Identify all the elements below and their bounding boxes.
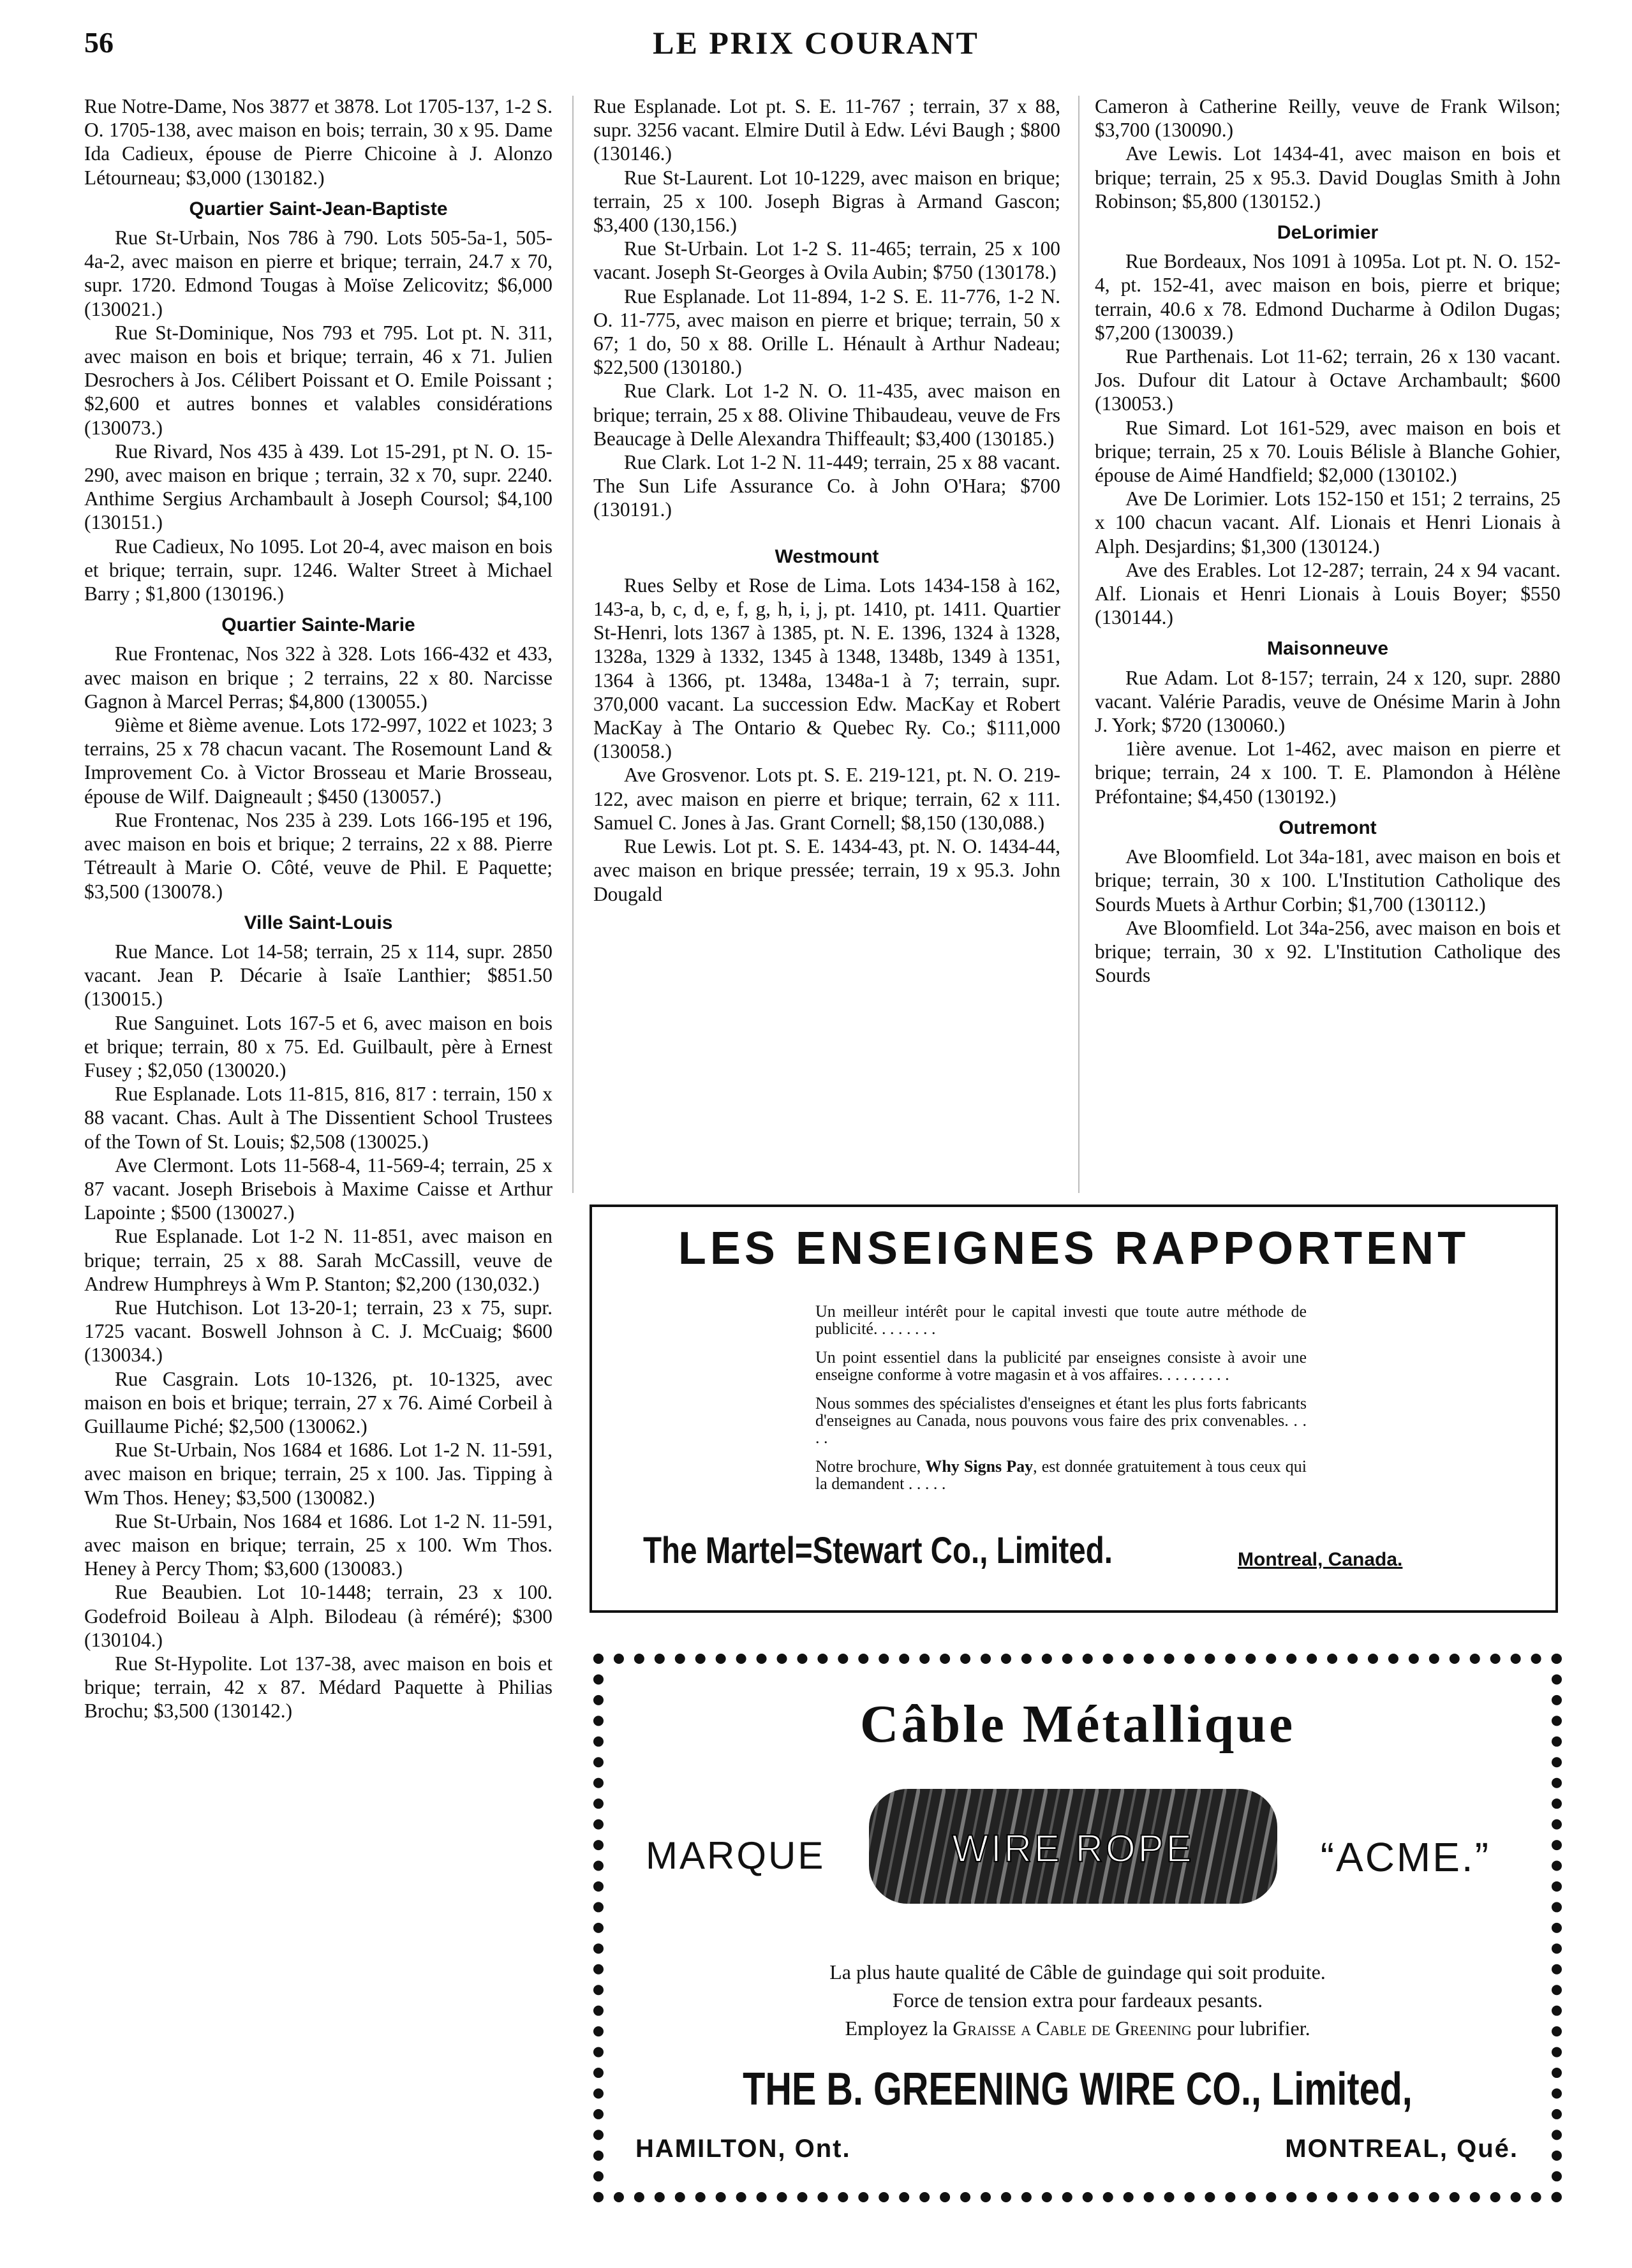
paragraph: Cameron à Catherine Reilly, veuve de Frank Wilson; $3,700 (130090.) [1095,95,1561,142]
section-heading: Quartier Sainte-Marie [221,614,415,636]
ad-city-left: HAMILTON, Ont. [635,2135,851,2163]
ad-paragraph: Nous sommes des spécialistes d'enseignes et étant les plus forts fabricants d'enseignes au Canada, nous pouvons vous faire des prix convenables. . . . . [815,1394,1307,1447]
paragraph: Rue Hutchison. Lot 13-20-1; terrain, 23 x 75, supr. 1725 vacant. Boswell Johnson à C. J. McCuaig; $600 (130034.) [84,1296,553,1367]
paragraph: Rue Sanguinet. Lots 167-5 et 6, avec maison en bois et brique; terrain, 80 x 75. Ed. Guilbault, père à Ernest Fusey ; $2,050 (130020.) [84,1011,553,1081]
ad-paragraph [815,1458,1307,1492]
brochure-title: Why Signs Pay [925,1457,1034,1476]
ad-city: Montreal, Canada. [1238,1549,1403,1570]
column-3 [1095,94,1561,987]
paragraph: Rue Casgrain. Lots 10-1326, pt. 10-1325, avec maison en bois et brique; terrain, 27 x 76. Aimé Corbeil à Guillaume Piché; $2,500 (130062.) [84,1367,553,1437]
paragraph: Rue Esplanade. Lot pt. S. E. 11-767 ; terrain, 37 x 88, supr. 3256 vacant. Elmire Dutil à Edw. Lévi Baugh ; $800 (130146.) [593,95,1060,165]
paragraph: Rue Clark. Lot 1-2 N. 11-449; terrain, 25 x 88 vacant. The Sun Life Assurance Co. à John O'Hara; $700 (130191.) [593,451,1060,521]
ad-text: , est donnée gratuitement à tous ceux qui la demandent . . . . . [815,1457,1307,1493]
column-divider [572,96,574,1193]
paragraph: Ave Grosvenor. Lots pt. S. E. 219-121, pt. N. O. 219-122, avec maison en pierre et brique; terrain, 62 x 111. Samuel C. Jones à Jas. Grant Cornell; $8,150 (130,088.) [593,764,1060,834]
paragraph: Rue Simard. Lot 161-529, avec maison en bois et brique; terrain, 25 x 70. Louis Bélisle à Blanche Gohier, épouse de Aimé Handfield; $2,000 (130102.) [1095,416,1561,487]
ad-brand: “ACME.” [1320,1834,1490,1880]
wire-rope-icon [869,1783,1277,1910]
paragraph: Rue Frontenac, Nos 235 à 239. Lots 166-195 et 196, avec maison en bois et brique; 2 terrains, 22 x 88. Pierre Tétreault à Marie O. Côté, veuve de Phil. E Paquette; $3,500 (130078.) [84,808,553,903]
ad-inner [614,1674,1541,2182]
column-divider [1078,96,1079,1193]
paragraph: 9ième et 8ième avenue. Lots 172-997, 1022 et 1023; 3 terrains, 25 x 78 chacun vacant. The Rosemount Land & Improvement Co. à Victor Brosseau et Marie Brosseau, épouse de Wilf. Daigneault ; $450 (130057.) [84,714,553,808]
ad-paragraph: Un point essentiel dans la publicité par enseignes consiste à avoir une enseigne conforme à votre magasin et à vos affaires. . . . . . . . . [815,1348,1307,1384]
section-heading: Maisonneuve [1266,638,1389,660]
paragraph: Ave des Erables. Lot 12-287; terrain, 24 x 94 vacant. Alf. Lionais et Henri Lionais à Louis Boyer; $550 (130144.) [1095,558,1561,629]
advertisement-signs [590,1204,1558,1613]
paragraph: Rue Lewis. Lot pt. S. E. 1434-43, pt. N. O. 1434-44, avec maison en brique pressée; terrain, 19 x 95.3. John Dougald [593,835,1060,905]
ad-body [815,1303,1307,1504]
section-heading: DeLorimier [1277,222,1379,244]
section-heading: Ville Saint-Louis [244,912,393,933]
section-heading: Quartier Saint-Jean-Baptiste [189,198,448,219]
paragraph: Rue Esplanade. Lot 1-2 N. 11-851, avec maison en brique; terrain, 25 x 88. Sarah McCassill, veuve de Andrew Humphreys à Wm P. Stanton; $2,200 (130,032.) [84,1225,553,1295]
paragraph: Rue Frontenac, Nos 322 à 328. Lots 166-432 et 433, avec maison en brique ; 2 terrains, 22 x 80. Narcisse Gagnon à Marcel Perras; $4,800 (130055.) [84,642,553,713]
paragraph: Rue Beaubien. Lot 10-1448; terrain, 23 x 100. Godefroid Boileau à Alph. Bilodeau (à réméré); $300 (130104.) [84,1581,553,1651]
paragraph: Ave Bloomfield. Lot 34a-256, avec maison en bois et brique; terrain, 30 x 92. L'Institution Catholique des Sourds [1095,916,1561,987]
ad-paragraph: Un meilleur intérêt pour le capital investi que toute autre méthode de publicité. . . . . . . . [815,1302,1307,1338]
paragraph: Rue St-Urbain. Lot 1-2 S. 11-465; terrain, 25 x 100 vacant. Joseph St-Georges à Ovila Aubin; $750 (130178.) [593,237,1060,284]
paragraph: Rue Cadieux, No 1095. Lot 20-4, avec maison en bois et brique; terrain, supr. 1246. Walter Street à Michael Barry ; $1,800 (130196.) [84,535,553,605]
column-2 [593,94,1060,906]
ad-text: pour lubrifier. [1191,2017,1310,2040]
section-heading: Westmount [775,545,879,567]
ad-lines [614,1958,1541,2042]
ad-city-right: MONTREAL, Qué. [1285,2135,1518,2163]
paragraph: Rue St-Hypolite. Lot 137-38, avec maison en bois et brique; terrain, 42 x 87. Médard Paquette à Philias Brochu; $3,500 (130142.) [84,1652,553,1723]
paragraph: Ave Clermont. Lots 11-568-4, 11-569-4; terrain, 25 x 87 vacant. Joseph Brisebois à Maxime Caisse et Arthur Lapointe ; $500 (130027.) [84,1153,553,1224]
ad-marque-label: MARQUE [646,1834,826,1877]
paragraph: Rue St-Laurent. Lot 10-1229, avec maison en brique; terrain, 25 x 100. Joseph Bigras à Armand Gascon; $3,400 (130,156.) [593,166,1060,237]
page-title: LE PRIX COURANT [653,25,979,61]
ad-company-name: THE B. GREENING WIRE CO., Limited, [743,2064,1413,2115]
ad-text: Graisse a Cable de Greening [953,2017,1192,2040]
paragraph: Ave De Lorimier. Lots 152-150 et 151; 2 terrains, 25 x 100 chacun vacant. Alf. Lionais et Henri Lionais à Alph. Desjardins; $1,300 (130124.) [1095,487,1561,558]
ad-title: Câble Métallique [859,1694,1296,1754]
ad-headline: LES ENSEIGNES RAPPORTENT [678,1223,1470,1274]
paragraph: Rue Clark. Lot 1-2 N. O. 11-435, avec maison en brique; terrain, 25 x 88. Olivine Thibaudeau, veuve de Frs Beaucage à Delle Alexandra Thiffeault; $3,400 (130185.) [593,380,1060,450]
ad-line: Force de tension extra pour fardeaux pesants. [892,1989,1263,2012]
paragraph: Rues Selby et Rose de Lima. Lots 1434-158 à 162, 143-a, b, c, d, e, f, g, h, i, j, pt. 1410, pt. 1411. Quartier St-Henri, lots 1367 à 1385, pt. N. E. 1396, 1324 à 1328, 1328a, 1329 à 1332, 1345 à 1348, 1348b, 1349 à 1351, 1364 à 1366, pt. 1348a, 1348a-1 à 7; terrain, supr. 370,000 vacant. La succession Edw. MacKay et Robert MacKay à The Ontario & Quebec Ry. Co.; $111,000 (130058.) [593,574,1060,763]
paragraph: Rue St-Urbain, Nos 1684 et 1686. Lot 1-2 N. 11-591, avec maison en brique; terrain, 25 x 100. Jas. Tipping à Wm Thos. Heney; $3,500 (130082.) [84,1439,553,1509]
paragraph: Rue St-Urbain, Nos 1684 et 1686. Lot 1-2 N. 11-591, avec maison en brique; terrain, 25 x 100. Wm Thos. Heney à Percy Thom; $3,600 (130083.) [84,1509,553,1580]
paragraph: Rue St-Urbain, Nos 786 à 790. Lots 505-5a-1, 505-4a-2, avec maison en pierre et brique; terrain, 24.7 x 70, supr. 1720. Edmond Tougas à Moïse Zelicovitz; $6,000 (130021.) [84,226,553,320]
paragraph: Rue Mance. Lot 14-58; terrain, 25 x 114, supr. 2850 vacant. Jean P. Décarie à Isaïe Lanthier; $851.50 (130015.) [84,940,553,1011]
page-number: 56 [84,26,114,59]
ad-line [614,2014,1541,2042]
paragraph: Ave Bloomfield. Lot 34a-181, avec maison en bois et brique; terrain, 30 x 100. L'Institution Catholique des Sourds Muets à Arthur Corbin; $1,700 (130112.) [1095,845,1561,915]
advertisement-wire-rope [593,1654,1562,2202]
paragraph: Rue Rivard, Nos 435 à 439. Lot 15-291, pt N. O. 15-290, avec maison en brique ; terrain, 32 x 70, supr. 2240. Anthime Sergius Archambault à Joseph Coursol; $4,100 (130151.) [84,440,553,534]
paragraph: Rue Parthenais. Lot 11-62; terrain, 26 x 130 vacant. Jos. Dufour dit Latour à Octave Archambault; $600 (130053.) [1095,345,1561,415]
ad-company-name: The Martel=Stewart Co., Limited. [643,1530,1113,1571]
ad-line: La plus haute qualité de Câble de guindage qui soit produite. [829,1960,1326,1983]
paragraph: Rue Adam. Lot 8-157; terrain, 24 x 120, supr. 2880 vacant. Valérie Paradis, veuve de Onésime Marin à John J. York; $720 (130060.) [1095,666,1561,737]
paragraph: Rue Bordeaux, Nos 1091 à 1095a. Lot pt. N. O. 152-4, pt. 152-41, avec maison en bois, pierre et brique; terrain, 40.6 x 78. Edmond Ducharme à Odilon Dugas; $7,200 (130039.) [1095,250,1561,344]
paragraph: 1ière avenue. Lot 1-462, avec maison en pierre et brique; terrain, 24 x 100. T. E. Plamondon à Hélène Préfontaine; $4,450 (130192.) [1095,737,1561,808]
ad-text: Employez la [845,2017,953,2040]
paragraph: Rue St-Dominique, Nos 793 et 795. Lot pt. N. 311, avec maison en bois et brique; terrain, 46 x 71. Julien Desrochers à Jos. Célibert Poissant et O. Emile Poissant ; $2,600 et autres bonnes et valables considérations (130073.) [84,321,553,439]
ad-text: Notre brochure, [815,1457,926,1476]
paragraph: Rue Esplanade. Lot 11-894, 1-2 S. E. 11-776, 1-2 N. O. 11-775, avec maison en pierre et brique; terrain, 50 x 67; 1 do, 50 x 88. Orille L. Hénault à Arthur Nadeau; $22,500 (130180.) [593,285,1060,379]
wire-rope-label: WIRE ROPE [952,1827,1194,1870]
section-heading: Outremont [1279,817,1377,838]
paragraph: Rue Notre-Dame, Nos 3877 et 3878. Lot 1705-137, 1-2 S. O. 1705-138, avec maison en bois; terrain, 30 x 95. Dame Ida Cadieux, épouse de Pierre Chicoine à J. Alonzo Létourneau; $3,000 (130182.) [84,95,553,189]
paragraph: Ave Lewis. Lot 1434-41, avec maison en bois et brique; terrain, 25 x 95.3. David Douglas Smith à John Robinson; $5,800 (130152.) [1095,142,1561,212]
column-1 [84,94,553,1723]
paragraph: Rue Esplanade. Lots 11-815, 816, 817 : terrain, 150 x 88 vacant. Chas. Ault à The Dissentient School Trustees of the Town of St. Louis; $2,508 (130025.) [84,1083,553,1153]
